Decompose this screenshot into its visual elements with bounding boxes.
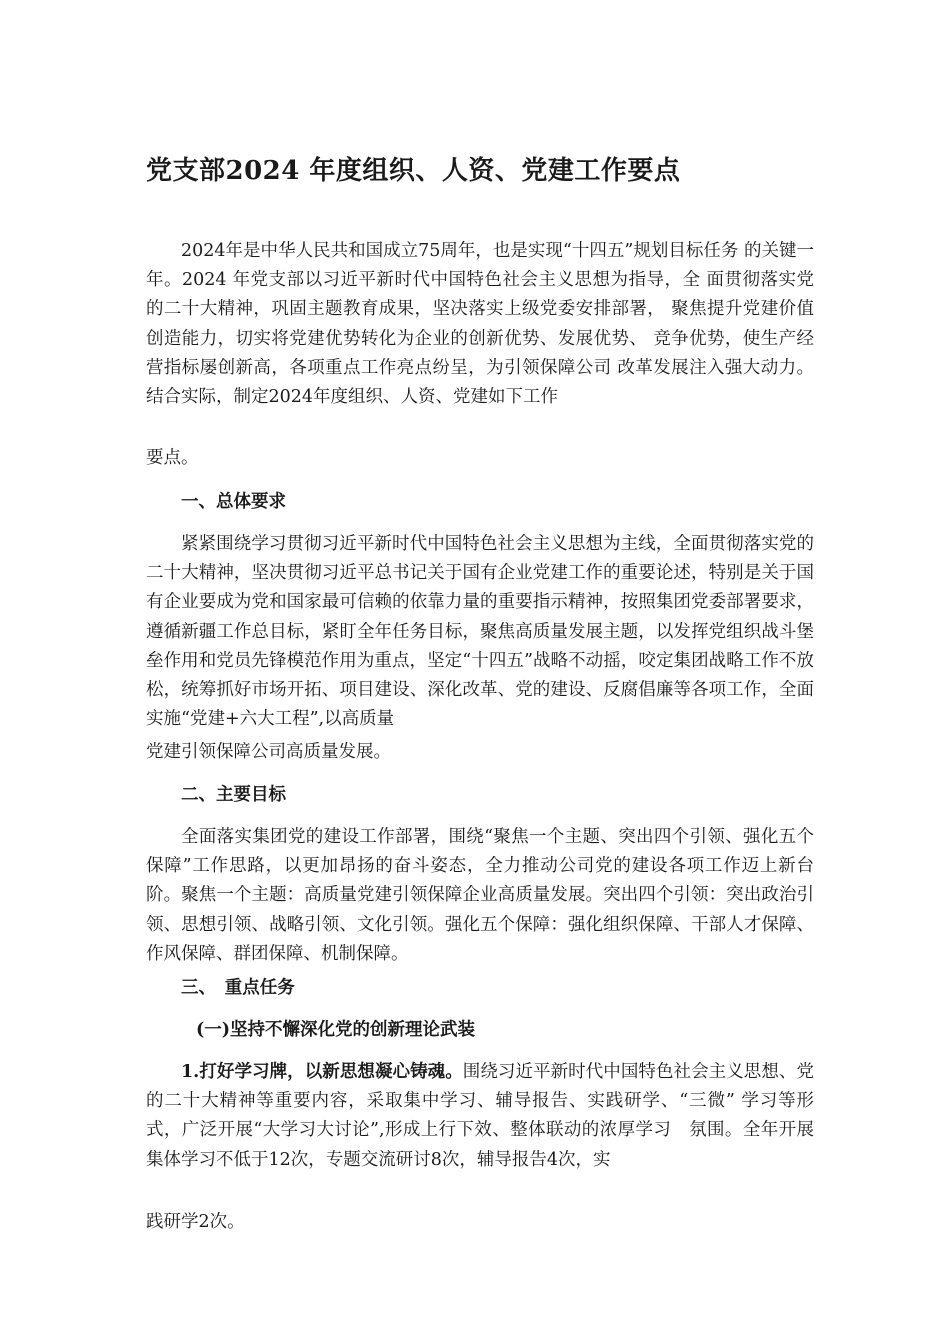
task-item-lead: 1.打好学习牌，以新思想凝心铸魂。 xyxy=(181,1062,463,1082)
section-heading-main-goals: 二、主要目标 xyxy=(181,785,286,805)
task-item-paragraph-tail: 践研学2次。 xyxy=(146,1212,245,1232)
page-title: 党支部2024 年度组织、人资、党建工作要点 xyxy=(146,156,681,186)
section-heading-general-requirements: 一、总体要求 xyxy=(181,492,286,512)
intro-paragraph-tail: 要点。 xyxy=(146,448,199,468)
general-requirements-paragraph: 紧紧围绕学习贯彻习近平新时代中国特色社会主义思想为主线，全面贯彻落实党的二十大精神，坚决贯彻习近平总书记关于国有企业党建工作的重要论述，特别是关于国有企业要成为党和国家最可信赖的依靠力量的重要指示精神，按照集团党委部署要求，遵循新疆工作总目标，紧盯全年任务目标，聚焦高质量发展主题，以发挥党组织战斗堡垒作用和党员先锋模范作用为重点，坚定“十四五”战略不动摇，咬定集团战略工作不放松，统筹抓好市场开拓、项目建设、深化改革、党的建设、反腐倡廉等各项工作，全面实施“党建+六大工程”,以高质量 xyxy=(146,534,814,730)
intro-paragraph: 2024年是中华人民共和国成立75周年，也是实现“十四五”规划目标任务 的关键一年。2024 年党支部以习近平新时代中国特色社会主义思想为指导，全 面贯彻落实党的二十大精神，巩固主题教育成果，坚决落实上级党委安排部署， 聚焦提升党建价值创造能力，切实将党建优势转化为企业的创新优势、发展优势、 竞争优势，使生产经营指标屡创新高，各项重点工作亮点纷呈，为引领保障公司 改革发展注入强大动力。结合实际，制定2024年度组织、人资、党建如下工作 xyxy=(146,241,814,408)
subsection-heading-theory: (一)坚持不懈深化党的创新理论武装 xyxy=(196,1020,476,1040)
general-requirements-paragraph-tail: 党建引领保障公司高质量发展。 xyxy=(146,742,391,762)
task-item-paragraph xyxy=(146,1058,814,1175)
main-goals-paragraph: 全面落实集团党的建设工作部署，围绕“聚焦一个主题、突出四个引领、强化五个保障”工作思路，以更加昂扬的奋斗姿态，全力推动公司党的建设各项工作迈上新台阶。聚焦一个主题：高质量党建引领保障企业高质量发展。突出四个引领：突出政治引领、思想引领、战略引领、文化引领。强化五个保障：强化组织保障、干部人才保障、作风保障、群团保障、机制保障。 xyxy=(146,827,814,964)
section-heading-key-tasks: 三、 重点任务 xyxy=(181,978,295,998)
task-item-text: 围绕习近平新时代中国特色社会主义思想、党的二十大精神等重要内容，采取集中学习、辅导报告、实践研学、“三微” 学习等形式，广泛开展“大学习大讨论”,形成上行下效、整体联动的浓厚学习 氛围。全年开展集体学习不低于12次，专题交流研讨8次，辅导报告4次，实 xyxy=(146,1062,814,1170)
